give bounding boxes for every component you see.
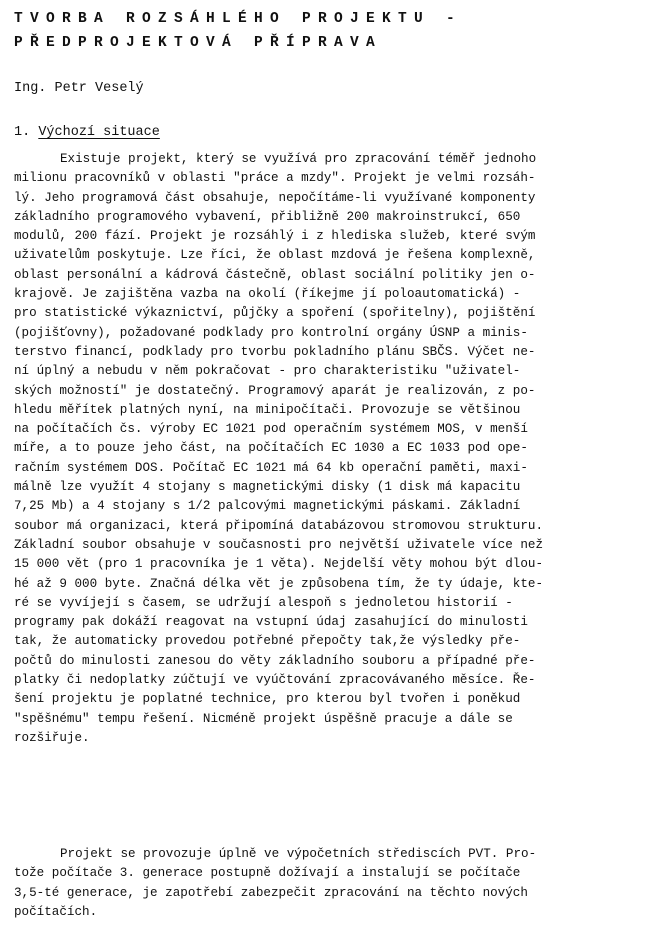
text-line: Existuje projekt, který se využívá pro zpracování téměř jednoho bbox=[60, 152, 537, 166]
text-line: milionu pracovníků v oblasti "práce a mzdy". Projekt je velmi rozsáh- bbox=[14, 171, 536, 186]
text-line: lý. Jeho programová část obsahuje, nepočítáme-li využívané komponenty bbox=[14, 190, 536, 205]
paragraph-1 bbox=[14, 150, 656, 748]
text-line: (pojišťovny), požadované podklady pro kontrolní orgány ÚSNP a minis- bbox=[14, 325, 528, 340]
section-number: 1. bbox=[14, 125, 31, 140]
text-line: račním systémem DOS. Počítač EC 1021 má 64 kb operační paměti, maxi- bbox=[14, 460, 528, 475]
paragraph-2 bbox=[14, 845, 656, 922]
text-line: tože počítače 3. generace postupně dožívají a instalují se počítače bbox=[14, 866, 521, 881]
section-title: Výchozí situace bbox=[38, 125, 160, 140]
text-line: 7,25 Mb) a 4 stojany s 1/2 palcovými magnetickými páskami. Základní bbox=[14, 499, 521, 514]
text-line: ských možností" je dostatečný. Programový aparát je realizován, z po- bbox=[14, 383, 536, 398]
section-heading bbox=[14, 124, 160, 142]
text-line: rozšiřuje. bbox=[14, 730, 90, 745]
text-line: oblast personální a kádrová částečně, oblast sociální politiky jen o- bbox=[14, 267, 536, 282]
text-line: modulů, 200 fází. Projekt je rozsáhlý i z hlediska služeb, které svým bbox=[14, 229, 536, 244]
text-line: Základní soubor obsahuje v současnosti pro největší uživatele více než bbox=[14, 537, 544, 552]
text-line: "spěšnému" tempu řešení. Nicméně projekt úspěšně pracuje a dále se bbox=[14, 711, 513, 726]
text-line: Projekt se provozuje úplně ve výpočetních střediscích PVT. Pro- bbox=[60, 847, 537, 861]
text-line: šení projektu je poplatné technice, pro kterou byl tvořen i poněkud bbox=[14, 692, 521, 707]
text-line: terstvo financí, podklady pro tvorbu pokladního plánu SBČS. Výčet ne- bbox=[14, 344, 536, 359]
text-line: ré se vyvíjejí s časem, se udržují alespoň s jednoletou historií - bbox=[14, 595, 513, 610]
text-line: na počítačích čs. výroby EC 1021 pod operačním systémem MOS, v menší bbox=[14, 422, 528, 437]
title-line-1: TVORBA ROZSÁHLÉHO PROJEKTU - bbox=[14, 11, 463, 27]
text-line: hledu měřítek platných nyní, na minipočítači. Provozuje se většinou bbox=[14, 402, 521, 417]
text-line: hé až 9 000 byte. Značná délka vět je způsobena tím, že ty údaje, kte- bbox=[14, 576, 544, 591]
text-line: 15 000 vět (pro 1 pracovníka je 1 věta). Nejdelší věty mohou být dlou- bbox=[14, 557, 544, 572]
text-line: tak, že automaticky provedou potřebné přepočty tak,že výsledky pře- bbox=[14, 634, 521, 649]
text-line: krajově. Je zajištěna vazba na okolí (říkejme jí poloautomatická) - bbox=[14, 287, 521, 302]
text-line: počtů do minulosti zanesou do věty základního souboru a případné pře- bbox=[14, 653, 536, 668]
text-line: 3,5-té generace, je zapotřebí zabezpečit zpracování na těchto nových bbox=[14, 885, 528, 900]
text-line: uživatelům poskytuje. Lze říci, že oblast mzdová je řešena komplexně, bbox=[14, 248, 536, 263]
text-line: počítačích. bbox=[14, 904, 98, 919]
text-line: pro statistické výkaznictví, půjčky a spoření (spořitelny), pojištění bbox=[14, 306, 536, 321]
text-line: soubor má organizaci, která připomíná databázovou stromovou strukturu. bbox=[14, 518, 544, 533]
title-line-2: PŘEDPROJEKTOVÁ PŘÍPRAVA bbox=[14, 35, 383, 51]
text-line: ní úplný a nebudu v něm pokračovat - pro charakteristiku "uživatel- bbox=[14, 364, 521, 379]
text-line: málně lze využít 4 stojany s magnetickými disky (1 disk má kapacitu bbox=[14, 480, 521, 495]
text-line: platky či nedoplatky zúčtují ve vyúčtování zpracovávaného měsíce. Ře- bbox=[14, 673, 536, 688]
text-line: míře, a to pouze jeho část, na počítačích EC 1030 a EC 1033 pod ope- bbox=[14, 441, 528, 456]
text-line: základního programového vybavení, přibližně 200 makroinstrukcí, 650 bbox=[14, 209, 521, 224]
author-name: Ing. Petr Veselý bbox=[14, 81, 144, 96]
text-line: programy pak dokáží reagovat na vstupní údaj zasahující do minulosti bbox=[14, 615, 528, 630]
